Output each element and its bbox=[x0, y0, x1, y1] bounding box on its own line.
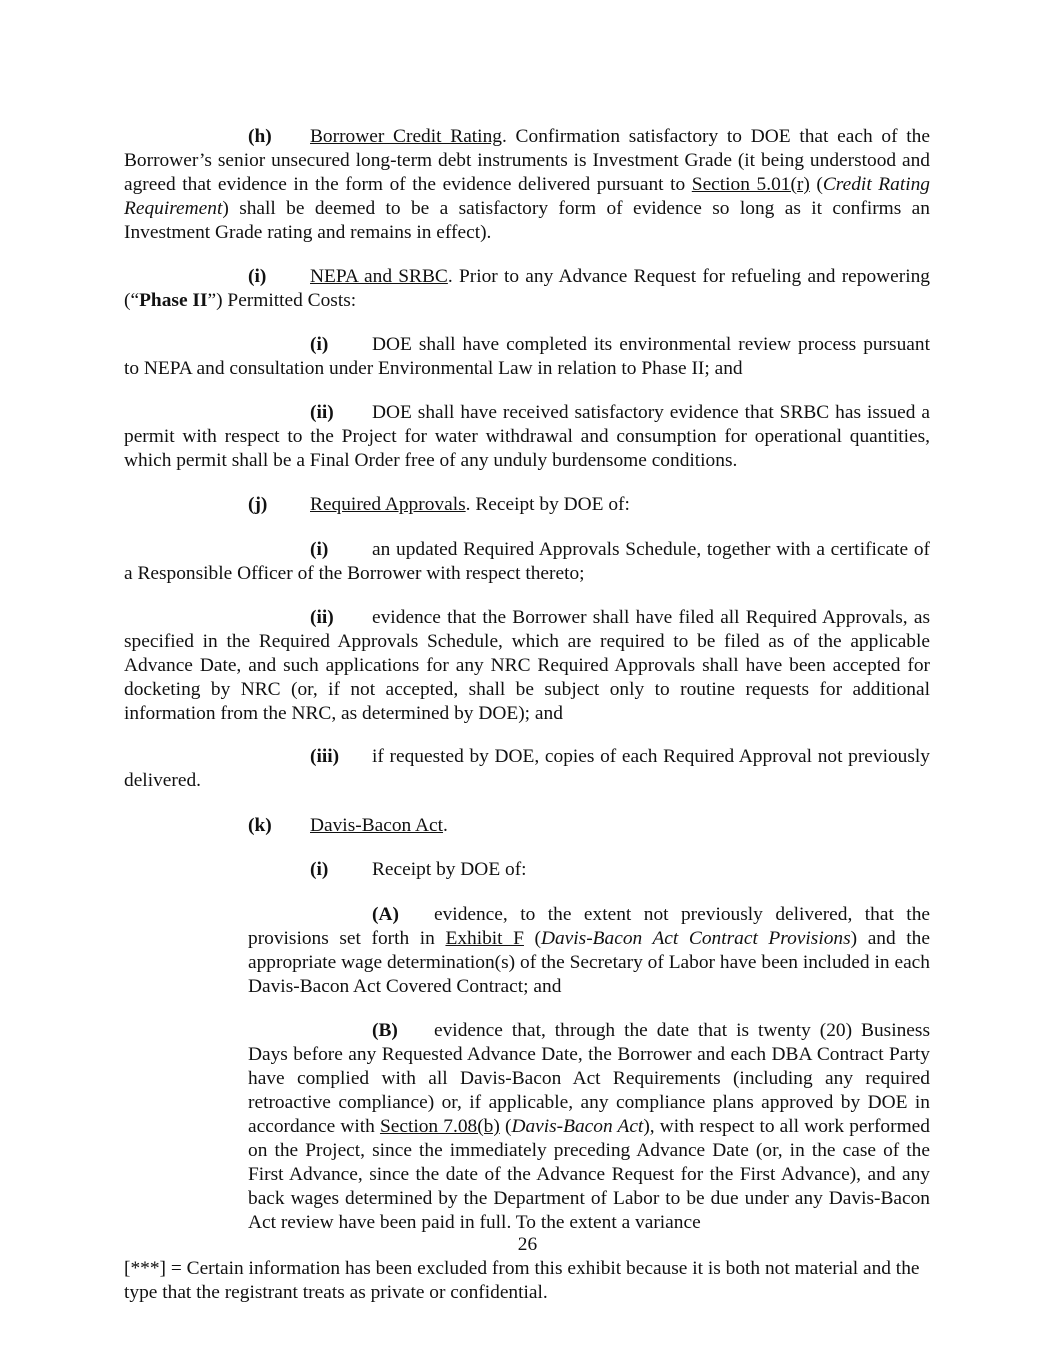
section-j bbox=[124, 493, 930, 517]
confidentiality-footer: [***] = Certain information has been excluded from this exhibit because it is both not material and the type that the registrant treats as private or confidential. bbox=[124, 1258, 920, 1303]
section-k-sub-B-label: (B) bbox=[372, 1020, 398, 1041]
section-i bbox=[124, 265, 930, 313]
section-k-title: Davis-Bacon Act bbox=[310, 815, 444, 836]
section-k-sub-A-label: (A) bbox=[372, 904, 399, 925]
section-k-sub-B-text-2: ( bbox=[499, 1116, 512, 1137]
section-k-sub-i-label: (i) bbox=[310, 859, 329, 880]
section-k-sub-i bbox=[124, 858, 930, 882]
section-j-sub-i-text: an updated Required Approvals Schedule, together with a certificate of a Responsible Officer of the Borrower with respect thereto; bbox=[124, 539, 930, 584]
section-h-text-2: ( bbox=[809, 174, 823, 195]
section-j-text-1: . Receipt by DOE of: bbox=[465, 494, 630, 515]
section-k-text-1: . bbox=[443, 815, 448, 836]
section-j-sub-iii-text: if requested by DOE, copies of each Required Approval not previously delivered. bbox=[124, 746, 930, 791]
section-i-sub-i-label: (i) bbox=[310, 334, 329, 355]
section-i-sub-ii-text: DOE shall have received satisfactory evidence that SRBC has issued a permit with respect to the Project for water withdrawal and consumption for operational quantities, which permit shall be a Final Order free of any unduly burdensome conditions. bbox=[124, 402, 930, 471]
davis-bacon-act-ref: Davis-Bacon Act bbox=[511, 1116, 644, 1137]
section-k-sub-B bbox=[248, 1019, 930, 1235]
section-i-sub-i-text: DOE shall have completed its environmental review process pursuant to NEPA and consultation under Environmental Law in relation to Phase II; and bbox=[124, 334, 930, 379]
section-i-text-1: . Prior to any Advance Request for refueling and repowering (“ bbox=[124, 266, 930, 311]
section-i-sub-ii-label: (ii) bbox=[310, 402, 334, 423]
davis-bacon-contract-provisions-ref: Davis-Bacon Act Contract Provisions bbox=[540, 928, 851, 949]
section-k-sub-A-text-3: ) and the appropriate wage determination(s) of the Secretary of Labor have been included in each Davis-Bacon Act Covered Contract; and bbox=[248, 928, 930, 997]
section-k-sub-A-text-2: ( bbox=[523, 928, 541, 949]
section-k-sub-B-text-1: evidence that, through the date that is twenty (20) Business Days before any Requested Advance Date, the Borrower and each DBA Contract Party have complied with all Davis-Bacon Act Requirements (including any required retroactive compliance) or, if applicable, any compliance plans approved by DOE in accordance with bbox=[248, 1020, 930, 1137]
section-j-sub-iii-label: (iii) bbox=[310, 746, 340, 767]
section-j-sub-ii bbox=[124, 606, 930, 726]
section-h-label: (h) bbox=[248, 126, 272, 147]
section-k-sub-B-text-3: ), with respect to all work performed on the Project, since the immediately preceding Advance Date (or, in the case of the First Advance, since the date of the Advance Request for the First Advance), and any back wages determined by the Department of Labor to be due under any Davis-Bacon Act review have been paid in full. To the extent a variance bbox=[248, 1116, 930, 1233]
section-j-label: (j) bbox=[248, 494, 268, 515]
section-7-08-b-ref: Section 7.08(b) bbox=[379, 1116, 500, 1137]
section-k bbox=[124, 814, 930, 838]
section-i-text-2: ”) Permitted Costs: bbox=[207, 290, 357, 311]
section-i-sub-ii bbox=[124, 401, 930, 473]
section-5-01-r-ref: Section 5.01(r) bbox=[691, 174, 810, 195]
section-h-title: Borrower Credit Rating bbox=[310, 126, 502, 147]
section-h-text-1: . Confirmation satisfactory to DOE that each of the Borrower’s senior unsecured long-term debt instruments is Investment Grade (it being understood and agreed that evidence in the form of the evidence delivered pursuant to bbox=[124, 126, 930, 195]
phase-ii-defined-term: Phase II bbox=[139, 290, 208, 311]
exhibit-f-ref: Exhibit F bbox=[445, 928, 524, 949]
section-k-sub-A-text-1: evidence, to the extent not previously delivered, that the provisions set forth in bbox=[248, 904, 930, 949]
section-j-sub-iii bbox=[124, 745, 930, 793]
section-i-label: (i) bbox=[248, 266, 267, 287]
credit-rating-requirement-ref: Credit Rating Requirement bbox=[124, 174, 930, 219]
section-h bbox=[124, 125, 930, 245]
section-j-sub-ii-label: (ii) bbox=[310, 607, 334, 628]
section-j-sub-ii-text: evidence that the Borrower shall have filed all Required Approvals, as specified in the Required Approvals Schedule, which are required to be filed as of the applicable Advance Date, and such applications for any NRC Required Approvals shall have been accepted for docketing by NRC (or, if not accepted, shall be subject only to routine requests for additional information from the NRC, as determined by DOE); and bbox=[124, 607, 930, 724]
section-j-title: Required Approvals bbox=[310, 494, 466, 515]
section-i-title: NEPA and SRBC bbox=[310, 266, 448, 287]
section-h-text-3: ) shall be deemed to be a satisfactory form of evidence so long as it confirms an Investment Grade rating and remains in effect). bbox=[124, 198, 930, 243]
section-i-sub-i bbox=[124, 333, 930, 381]
section-k-sub-i-text: Receipt by DOE of: bbox=[372, 859, 527, 880]
section-k-label: (k) bbox=[248, 815, 272, 836]
section-k-sub-A bbox=[248, 903, 930, 999]
section-j-sub-i bbox=[124, 538, 930, 586]
section-j-sub-i-label: (i) bbox=[310, 539, 329, 560]
page-number: 26 bbox=[517, 1234, 538, 1255]
